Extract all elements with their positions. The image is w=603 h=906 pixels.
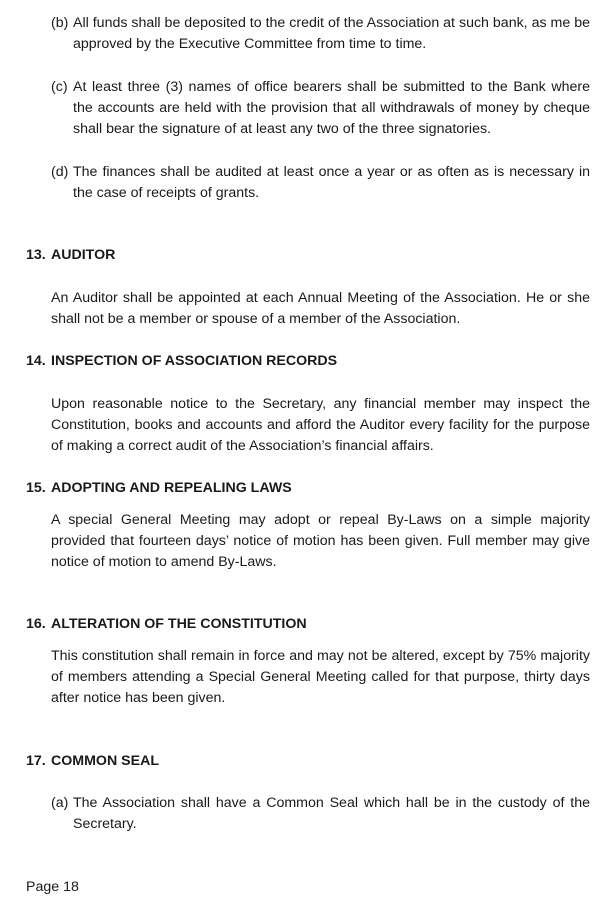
section-title: COMMON SEAL (51, 753, 159, 769)
page-number: Page 18 (26, 879, 79, 895)
item-text: The finances shall be audited at least once a year or as often as is necessary in the case of receipts of grants. (73, 164, 590, 201)
section-heading-15 (26, 478, 590, 499)
section-paragraph-13: An Auditor shall be appointed at each Annual Meeting of the Association. He or she shall not be a member or spouse of a member of the Association. (51, 290, 590, 327)
item-text: All funds shall be deposited to the credit of the Association at such bank, as me be approved by the Executive Committee from time to time. (73, 15, 590, 52)
list-item-d (51, 162, 590, 204)
section-heading-14 (26, 351, 590, 372)
section-number: 15. (26, 480, 46, 496)
section-heading-16 (26, 614, 590, 635)
section-number: 14. (26, 353, 46, 369)
section-title: ADOPTING AND REPEALING LAWS (51, 480, 292, 496)
section-title: ALTERATION OF THE CONSTITUTION (51, 616, 307, 632)
section-title: INSPECTION OF ASSOCIATION RECORDS (51, 353, 338, 369)
item-text: At least three (3) names of office bearers shall be submitted to the Bank where the accounts are held with the provision that all withdrawals of money by cheque shall bear the signature of at least any two of the three signatories. (73, 79, 590, 137)
item-label: (d) (51, 164, 69, 180)
section-number: 17. (26, 753, 46, 769)
section-number: 13. (26, 247, 46, 263)
item-label: (c) (51, 79, 68, 95)
item-label: (a) (51, 795, 69, 811)
item-label: (b) (51, 15, 69, 31)
list-item-b (51, 13, 590, 55)
list-item-a (51, 793, 590, 835)
section-paragraph-15: A special General Meeting may adopt or repeal By-Laws on a simple majority provided that fourteen days’ notice of motion has been given. Full member may give notice of motion to amend By-Laws. (51, 512, 590, 570)
section-paragraph-14: Upon reasonable notice to the Secretary, any financial member may inspect the Constitution, books and accounts and afford the Auditor every facility for the purpose of making a correct audit of the Association’s financial affairs. (51, 396, 590, 454)
section-number: 16. (26, 616, 46, 632)
section-title: AUDITOR (51, 247, 116, 263)
section-heading-17 (26, 751, 590, 772)
list-item-c (51, 77, 590, 140)
section-paragraph-16: This constitution shall remain in force and may not be altered, except by 75% majority of members attending a Special General Meeting called for that purpose, thirty days after notice has been given. (51, 648, 590, 706)
item-text: The Association shall have a Common Seal which hall be in the custody of the Secretary. (73, 795, 590, 832)
section-heading-13 (26, 245, 590, 266)
